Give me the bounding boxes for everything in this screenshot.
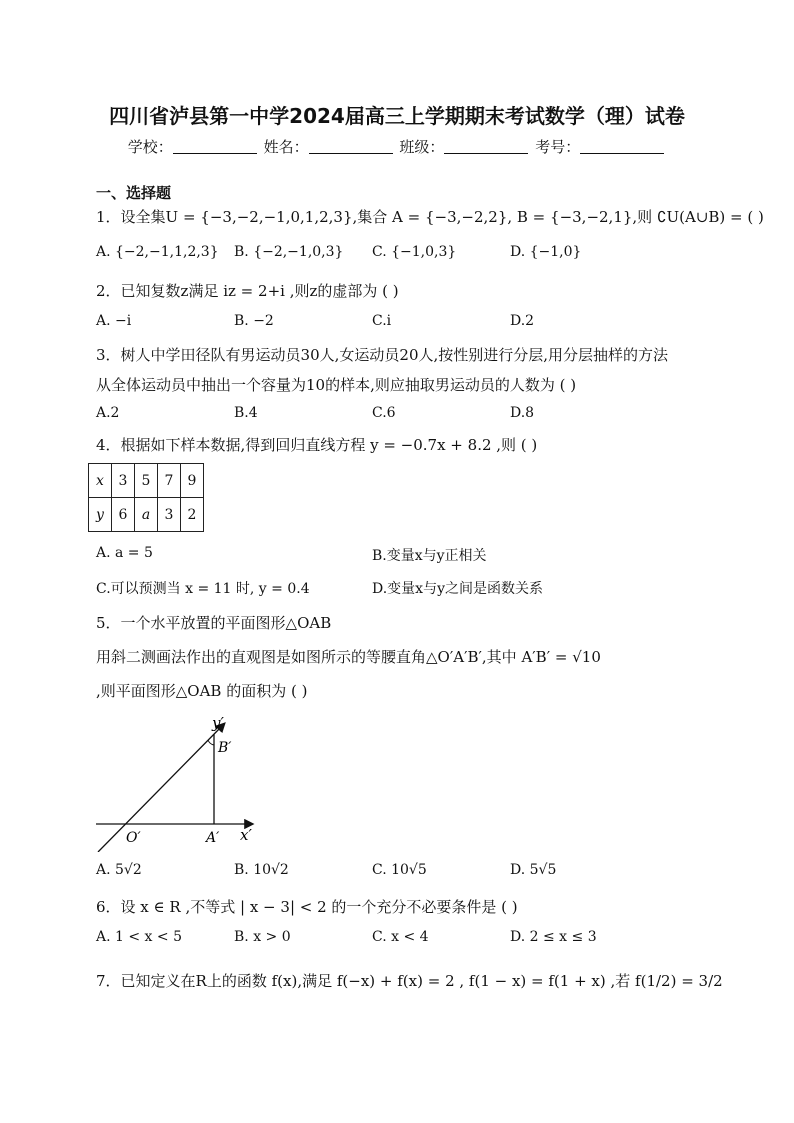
- q4-option-c: C.可以预测当 x = 11 时, y = 0.4: [96, 581, 310, 597]
- q5-option-a: A. 5√2: [96, 862, 142, 878]
- table-row: [89, 464, 204, 498]
- table-cell: x: [89, 464, 112, 498]
- class-label: 班级：: [399, 138, 445, 156]
- table-cell: 3: [158, 498, 181, 532]
- q2-option-d: D.2: [510, 313, 535, 329]
- label-o-prime: O′: [126, 830, 141, 846]
- question-7-stem: 7．已知定义在R上的函数 f(x),满足 f(−x) + f(x) = 2 , f(1 − x) = f(1 + x) ,若 f(1/2) = 3/2: [96, 972, 723, 990]
- table-cell: 3: [112, 464, 135, 498]
- q4-option-b: B.变量x与y正相关: [372, 548, 487, 564]
- class-blank: [444, 139, 528, 154]
- question-3-stem-line1: 3．树人中学田径队有男运动员30人,女运动员20人,按性别进行分层,用分层抽样的方法: [96, 346, 669, 364]
- q5-option-c: C. 10√5: [372, 862, 427, 878]
- table-cell: 5: [135, 464, 158, 498]
- question-5-stem-line1: 5．一个水平放置的平面图形△OAB: [96, 614, 332, 632]
- label-b-prime: B′: [218, 740, 232, 756]
- sample-data-table: [88, 463, 204, 532]
- exam-number-label: 考号：: [535, 138, 581, 156]
- q2-option-b: B. −2: [234, 313, 274, 329]
- question-6-stem: 6．设 x ∈ R ,不等式 | x − 3| < 2 的一个充分不必要条件是 ( ): [96, 898, 518, 916]
- name-label: 姓名：: [263, 138, 309, 156]
- table-cell: a: [135, 498, 158, 532]
- school-label: 学校：: [127, 138, 173, 156]
- q3-option-c: C.6: [372, 405, 396, 421]
- page-title: 四川省泸县第一中学2024届高三上学期期末考试数学（理）试卷: [109, 104, 685, 128]
- q3-option-a: A.2: [96, 405, 120, 421]
- question-2-stem: 2．已知复数z满足 iz = 2+i ,则z的虚部为 ( ): [96, 282, 399, 300]
- label-x-prime: x′: [240, 826, 252, 844]
- table-cell: 7: [158, 464, 181, 498]
- q2-option-c: C.i: [372, 313, 392, 329]
- label-a-prime: A′: [206, 830, 220, 846]
- oblique-projection-figure: [90, 712, 270, 852]
- table-cell: 2: [181, 498, 204, 532]
- q1-option-b: B. {−2,−1,0,3}: [234, 244, 344, 260]
- q4-option-a: A. a = 5: [96, 545, 153, 561]
- school-blank: [173, 139, 257, 154]
- section-title: 一、选择题: [96, 184, 172, 202]
- question-5-stem-line3: ,则平面图形△OAB 的面积为 ( ): [96, 682, 308, 700]
- question-3-stem-line2: 从全体运动员中抽出一个容量为10的样本,则应抽取男运动员的人数为 ( ): [96, 376, 577, 394]
- q5-option-d: D. 5√5: [510, 862, 557, 878]
- exam-number-blank: [580, 139, 664, 154]
- question-5-stem-line2: 用斜二测画法作出的直观图是如图所示的等腰直角△O′A′B′,其中 A′B′ = √10: [96, 648, 601, 666]
- q6-option-c: C. x < 4: [372, 929, 429, 945]
- question-1-stem: 1．设全集U = {−3,−2,−1,0,1,2,3},集合 A = {−3,−2,2}, B = {−3,−2,1},则 ∁U(A∪B) = ( ): [96, 208, 764, 226]
- label-y-prime: y′: [212, 714, 224, 732]
- q2-option-a: A. −i: [96, 313, 132, 329]
- table-cell: y: [89, 498, 112, 532]
- q1-option-d: D. {−1,0}: [510, 244, 582, 260]
- q4-option-d: D.变量x与y之间是函数关系: [372, 581, 543, 597]
- q5-option-b: B. 10√2: [234, 862, 289, 878]
- q6-option-a: A. 1 < x < 5: [96, 929, 182, 945]
- angle-mark: [208, 740, 214, 745]
- q3-option-b: B.4: [234, 405, 258, 421]
- q6-option-b: B. x > 0: [234, 929, 291, 945]
- q3-option-d: D.8: [510, 405, 535, 421]
- q1-option-c: C. {−1,0,3}: [372, 244, 457, 260]
- q6-option-d: D. 2 ≤ x ≤ 3: [510, 929, 597, 945]
- name-blank: [309, 139, 393, 154]
- question-4-stem: 4．根据如下样本数据,得到回归直线方程 y = −0.7x + 8.2 ,则 ( ): [96, 436, 538, 454]
- table-row: [89, 498, 204, 532]
- table-cell: 9: [181, 464, 204, 498]
- student-info-line: [0, 136, 794, 157]
- q1-option-a: A. {−2,−1,1,2,3}: [96, 244, 219, 260]
- table-cell: 6: [112, 498, 135, 532]
